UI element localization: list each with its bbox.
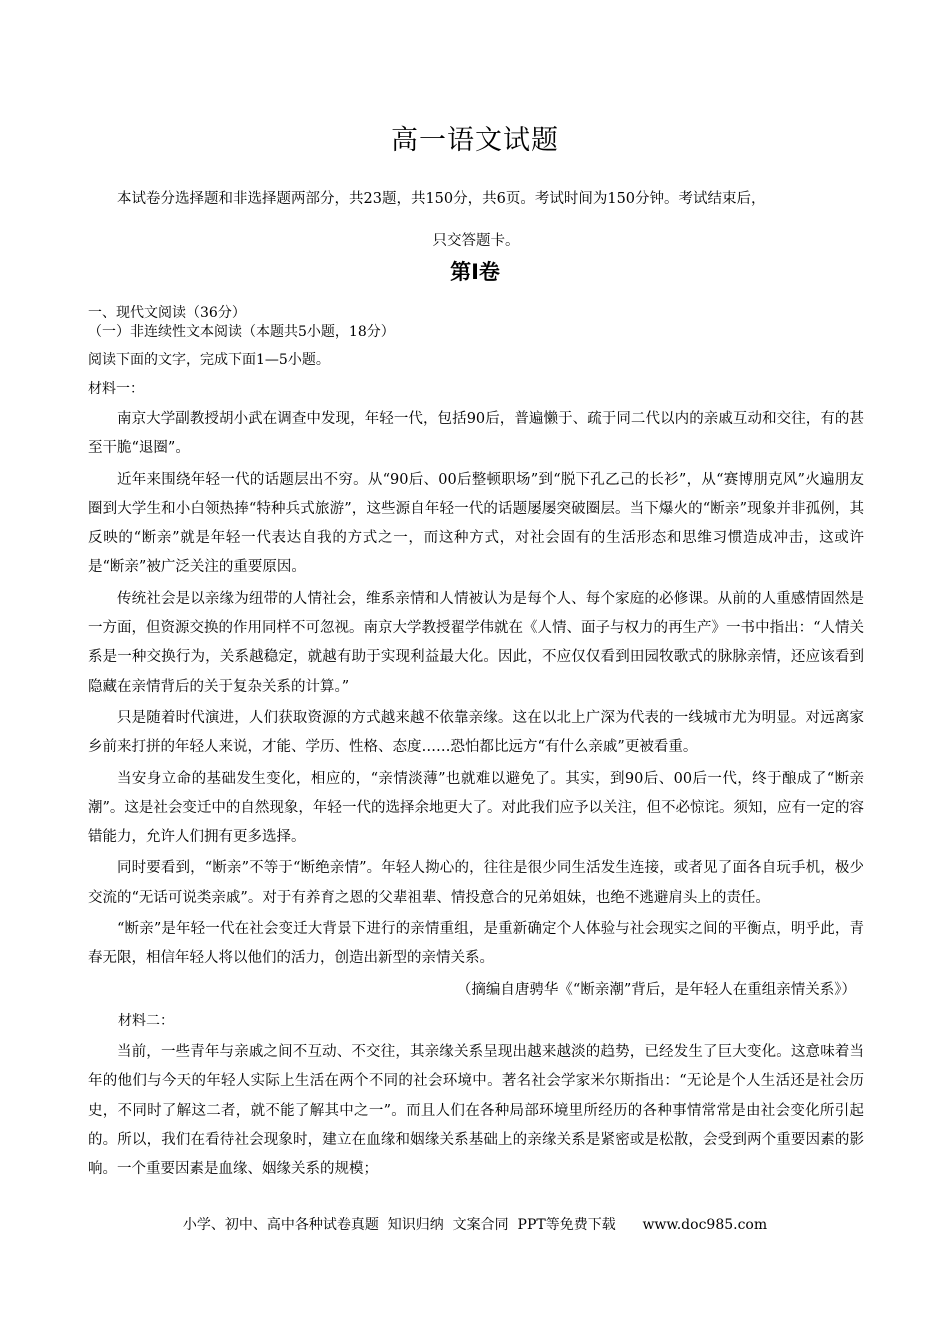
material-1-paragraph: “断亲”是年轻一代在社会变迁大背景下进行的亲情重组，是重新确定个人体验与社会现实之间的平衡点，明乎此，青春无限，相信年轻人将以他们的活力，创造出新型的亲情关系。 [88, 921, 864, 967]
subsection-heading: （一）非连续性文本阅读（本题共5小题，18分） [88, 324, 395, 340]
material-1-paragraph: 只是随着时代演进，人们获取资源的方式越来越不依靠亲缘。这在以北上广深为代表的一线城市尤为明显。对远离家乡前来打拼的年轻人来说，才能、学历、性格、态度……恐怕都比远方“有什么亲戚”更被看重。 [88, 709, 864, 756]
intro-line-2: 只交答题卡。 [432, 233, 520, 249]
exam-intro [88, 178, 864, 262]
material-1-paragraph: 传统社会是以亲缘为纽带的人情社会，维系亲情和人情被认为是每个人、每个家庭的必修课。从前的人重感情固然是一方面，但资源交换的作用同样不可忽视。南京大学教授翟学伟就在《人情、面子与权力的再生产》一书中指出：“人情关系是一种交换行为，关系越稳定，就越有助于实现利益最大化。因此，不应仅仅看到田园牧歌式的脉脉亲情，还应该看到隐藏在亲情背后的关于复杂关系的计算。” [88, 590, 864, 695]
section-heading: 一、现代文阅读（36分） [88, 305, 246, 321]
material-2-paragraph: 当前，一些青年与亲戚之间不互动、不交往，其亲缘关系呈现出越来越淡的趋势，已经发生了巨大变化。这意味着当年的他们与今天的年轻人实际上生活在两个不同的社会环境中。著名社会学家米尔斯指出：“无论是个人生活还是社会历史，不同时了解这二者，就不能了解其中之一”。而且人们在各种局部环境里所经历的各种事情常常是由社会变化所引起的。所以，我们在看待社会现象时，建立在血缘和姻缘关系基础上的亲缘关系是紧密或是松散，会受到两个重要因素的影响。一个重要因素是血缘、姻缘关系的规模； [88, 1043, 864, 1178]
material-1-label: 材料一： [88, 381, 144, 397]
material-2-label: 材料二： [118, 1012, 174, 1029]
intro-line-1: 本试卷分选择题和非选择题两部分，共23题，共150分，共6页。考试时间为150分钟。考试结束后， [117, 191, 766, 207]
material-1-paragraph: 南京大学副教授胡小武在调查中发现，年轻一代，包括90后，普遍懒于、疏于同二代以内的亲戚互动和交往，有的甚至干脆“退圈”。 [88, 411, 864, 457]
material-1-paragraph: 近年来围绕年轻一代的话题层出不穷。从“90后、00后整顿职场”到“脱下孔乙己的长衫”，从“赛博朋克风”火遍朋友圈到大学生和小白领热捧“特种兵式旅游”，这些源自年轻一代的话题屡屡突破圈层。当下爆火的“断亲”现象并非孤例，其反映的“断亲”就是年轻一代表达自我的方式之一，而这种方式，对社会固有的生活形态和思维习惯造成冲击，这或许是“断亲”被广泛关注的重要原因。 [88, 471, 864, 576]
material-1-paragraph: 当安身立命的基础发生变化，相应的，“亲情淡薄”也就难以避免了。其实，到90后、00后一代，终于酿成了“断亲潮”。这是社会变迁中的自然现象，年轻一代的选择余地更大了。对此我们应予以关注，但不必惊诧。须知，应有一定的容错能力，允许人们拥有更多选择。 [88, 770, 864, 846]
reading-instruction: 阅读下面的文字，完成下面1—5小题。 [88, 352, 330, 368]
material-1-source: （摘编自唐骋华《“断亲潮”背后，是年轻人在重组亲情关系》） [456, 981, 856, 998]
material-1-paragraph: 同时要看到，“断亲”不等于“断绝亲情”。年轻人拗心的，往往是很少同生活发生连接，或者见了面各自玩手机，极少交流的“无话可说类亲戚”。对于有养育之恩的父辈祖辈、情投意合的兄弟姐妹，也绝不逃避肩头上的责任。 [88, 860, 864, 906]
volume-heading: 第Ⅰ卷 [450, 260, 500, 284]
page-footer: 小学、初中、高中各种试卷真题 知识归纳 文案合同 PPT等免费下载 www.doc985.com [182, 1217, 768, 1233]
page-title: 高一语文试题 [391, 125, 559, 156]
reading-passage [88, 405, 864, 1186]
